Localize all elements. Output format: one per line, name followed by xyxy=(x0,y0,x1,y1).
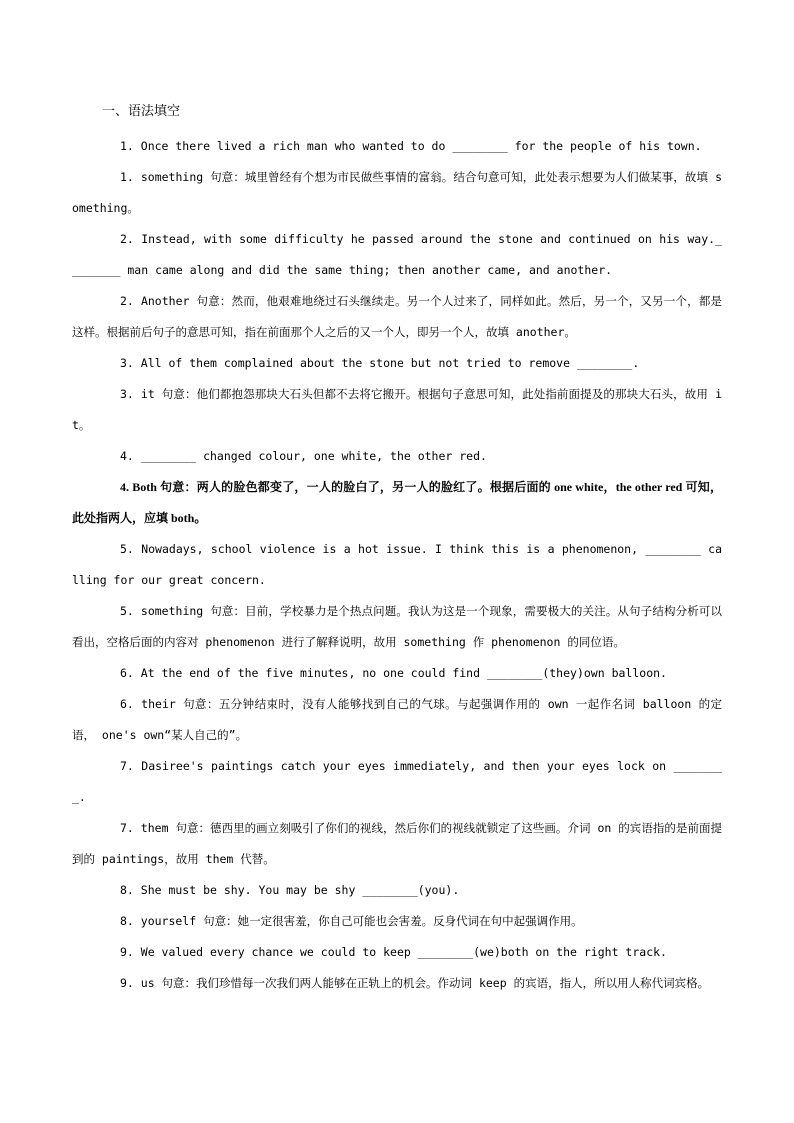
question-3: 3. All of them complained about the stone but not tried to remove ________. xyxy=(120,356,640,370)
question-6: 6. At the end of the five minutes, no one could find ________(they)own balloon. xyxy=(120,666,667,680)
answer-4: 4. Both 句意：两人的脸色都变了，一人的脸白了，另一人的脸红了。根据后面的 one white，the other red 可知，此处指两人，应填 both。 xyxy=(72,480,722,525)
answer-3: 3. it 句意：他们都抱怨那块大石头但都不去将它搬开。根据句子意思可知，此处指前面提及的那块大石头，故用 it。 xyxy=(72,387,722,432)
answer-9: 9. us 句意：我们珍惜每一次我们两人能够在正轨上的机会。作动词 keep 的宾语，指人，所以用人称代词宾格。 xyxy=(120,976,710,990)
question-7: 7. Dasiree's paintings catch your eyes immediately, and then your eyes lock on ________. xyxy=(72,759,722,804)
question-4: 4. ________ changed colour, one white, the other red. xyxy=(120,449,487,463)
question-5: 5. Nowadays, school violence is a hot issue. I think this is a phenomenon, ________ calling for our great concern. xyxy=(72,542,722,587)
answer-5: 5. something 句意：目前，学校暴力是个热点问题。我认为这是一个现象，需要极大的关注。从句子结构分析可以看出，空格后面的内容对 phenomenon 进行了解释说明，故用 something 作 phenomenon 的同位语。 xyxy=(72,604,722,649)
question-1: 1. Once there lived a rich man who wanted to do ________ for the people of his town. xyxy=(120,139,702,153)
question-8: 8. She must be shy. You may be shy ________(you). xyxy=(120,883,460,897)
section-heading: 一、语法填空 xyxy=(102,104,181,119)
answer-8: 8. yourself 句意：她一定很害羞，你自己可能也会害羞。反身代词在句中起强调作用。 xyxy=(120,914,583,928)
answer-1: 1. something 句意：城里曾经有个想为市民做些事情的富翁。结合句意可知，此处表示想要为人们做某事，故填 something。 xyxy=(72,170,722,215)
answer-6: 6. their 句意：五分钟结束时，没有人能够找到自己的气球。与起强调作用的 own 一起作名词 balloon 的定语， one's own“某人自己的”。 xyxy=(72,697,722,742)
answer-2: 2. Another 句意：然而，他艰难地绕过石头继续走。另一个人过来了，同样如此。然后，另一个，又另一个，都是这样。根据前后句子的意思可知，指在前面那个人之后的又一个人，即另一个人，故填 another。 xyxy=(72,294,722,339)
question-2: 2. Instead, with some difficulty he passed around the stone and continued on his way.________ man came along and did the same thing; then another came, and another. xyxy=(72,232,722,277)
answer-7: 7. them 句意：德西里的画立刻吸引了你们的视线，然后你们的视线就锁定了这些画。介词 on 的宾语指的是前面提到的 paintings，故用 them 代替。 xyxy=(72,821,722,866)
question-9: 9. We valued every chance we could to keep ________(we)both on the right track. xyxy=(120,945,667,959)
document-body xyxy=(72,100,722,999)
